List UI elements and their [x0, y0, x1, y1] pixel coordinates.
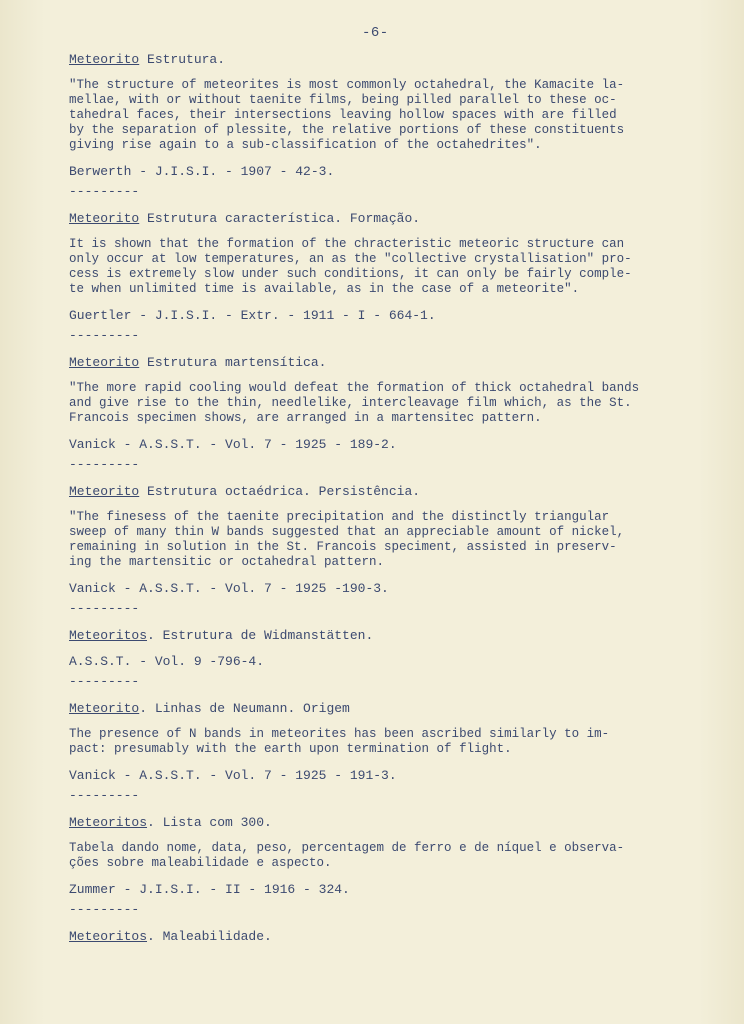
entry-text: It is shown that the formation of the chracteristic meteoric structure can only occur at low temperatures, an as the "collective crystallisation" pro- cess is extremely slow under such conditions, it can only be fairly comple- te when unlimited time is available, as in the case of a meteorite".	[69, 237, 632, 296]
entry	[69, 701, 741, 802]
entry-heading	[69, 211, 741, 226]
entry-reference: Berwerth - J.I.S.I. - 1907 - 42-3.	[69, 164, 335, 179]
entry	[69, 815, 741, 916]
entry-heading	[69, 815, 741, 830]
entry-keyword: Meteorito	[69, 701, 140, 716]
entry-subject: . Estrutura de Widmanstätten.	[147, 628, 374, 643]
entry-heading	[69, 929, 741, 944]
entry-keyword: Meteoritos	[69, 929, 148, 944]
entry-heading	[69, 52, 741, 67]
entry	[69, 211, 741, 342]
entry	[69, 628, 741, 688]
page-number: -6-	[362, 25, 389, 41]
entry-separator: ---------	[69, 674, 140, 689]
entry-subject: Estrutura martensítica.	[139, 355, 327, 370]
entry-keyword: Meteorito	[69, 211, 140, 226]
entry	[69, 52, 741, 198]
entry-separator: ---------	[69, 457, 140, 472]
entry-heading	[69, 355, 741, 370]
entry-keyword: Meteoritos	[69, 628, 148, 643]
entry-keyword: Meteorito	[69, 484, 140, 499]
entry-separator: ---------	[69, 184, 140, 199]
entry-subject: . Lista com 300.	[147, 815, 272, 830]
entry-reference: Vanick - A.S.S.T. - Vol. 7 - 1925 - 189-2.	[69, 437, 397, 452]
entry-separator: ---------	[69, 328, 140, 343]
entry-subject: Estrutura.	[139, 52, 226, 67]
entry-subject: Estrutura característica. Formação.	[139, 211, 421, 226]
entry-heading	[69, 628, 741, 643]
entry-keyword: Meteoritos	[69, 815, 148, 830]
entry-text: "The more rapid cooling would defeat the formation of thick octahedral bands and give rise to the thin, needlelike, intercleavage film which, as the St. Francois specimen shows, are arranged in a martensitec pattern.	[69, 381, 640, 425]
entry-text: "The finesess of the taenite precipitation and the distinctly triangular sweep of many thin W bands suggested that an appreciable amount of nickel, remaining in solution in the St. Francois speciment, assisted in preserv- ing the martensitic or octahedral pattern.	[69, 510, 625, 569]
entry-list	[69, 52, 741, 955]
entry-heading	[69, 484, 741, 499]
entry-separator: ---------	[69, 601, 140, 616]
entry-subject: . Linhas de Neumann. Origem	[139, 701, 350, 716]
entry-keyword: Meteorito	[69, 355, 140, 370]
entry-reference: Vanick - A.S.S.T. - Vol. 7 - 1925 -190-3.	[69, 581, 389, 596]
entry-reference: Guertler - J.I.S.I. - Extr. - 1911 - I - 664-1.	[69, 308, 436, 323]
entry	[69, 484, 741, 615]
entry	[69, 929, 741, 944]
entry-subject: . Maleabilidade.	[147, 929, 272, 944]
entry-text: The presence of N bands in meteorites has been ascribed similarly to im- pact: presumably with the earth upon termination of flight.	[69, 727, 610, 756]
entry	[69, 355, 741, 471]
entry-separator: ---------	[69, 902, 140, 917]
entry-text: "The structure of meteorites is most commonly octahedral, the Kamacite la- mellae, with or without taenite films, being pilled parallel to these oc- tahedral faces, their intersections leaving hollow spaces with are filled by the separation of plessite, the relative portions of these constituents giving rise again to a sub-classification of the octahedrites".	[69, 78, 625, 152]
entry-text: Tabela dando nome, data, peso, percentagem de ferro e de níquel e observa- ções sobre maleabilidade e aspecto.	[69, 841, 625, 870]
entry-heading	[69, 701, 741, 716]
entry-keyword: Meteorito	[69, 52, 140, 67]
entry-reference: A.S.S.T. - Vol. 9 -796-4.	[69, 654, 265, 669]
entry-separator: ---------	[69, 788, 140, 803]
entry-subject: Estrutura octaédrica. Persistência.	[139, 484, 421, 499]
entry-reference: Zummer - J.I.S.I. - II - 1916 - 324.	[69, 882, 350, 897]
entry-reference: Vanick - A.S.S.T. - Vol. 7 - 1925 - 191-3.	[69, 768, 397, 783]
